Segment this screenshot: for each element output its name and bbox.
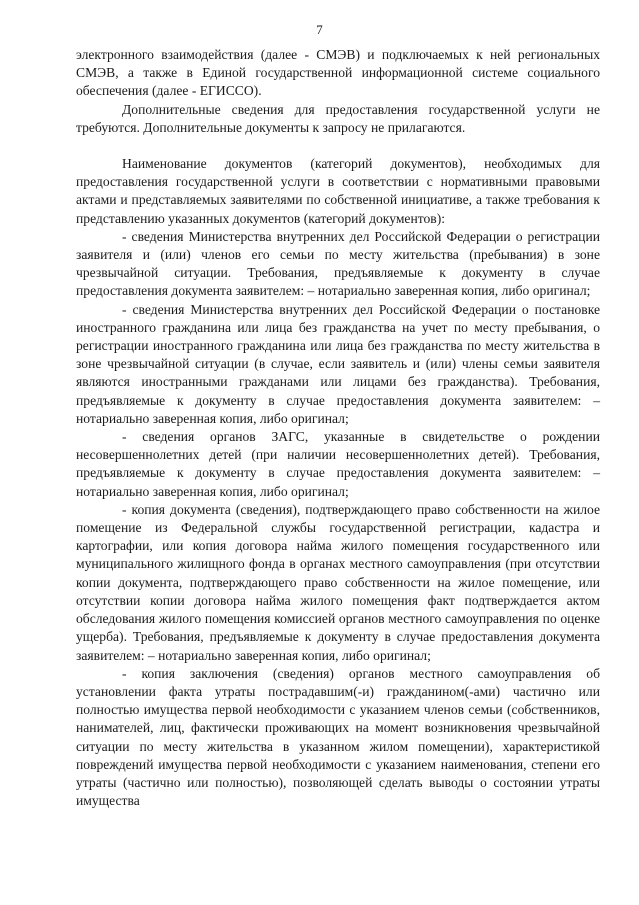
document-body bbox=[76, 46, 600, 810]
list-item-zags-birth: - сведения органов ЗАГС, указанные в свидетельстве о рождении несовершеннолетних детей (при наличии несовершеннолетних детей). Требования, предъявляемые к документу в случае предоставления документа заявителем: – нотариально заверенная копия, либо оригинал; bbox=[76, 429, 600, 499]
list-item-loss-conclusion: - копия заключения (сведения) органов местного самоуправления об установлении факта утраты пострадавшим(-и) гражданином(-ами) частично или полностью имущества первой необходимости с указанием членов семьи (собственников, нанимателей, лиц, фактически проживающих на момент возникновения чрезвычайной ситуации по месту жительства в указанном жилом помещении), характеристикой повреждений имущества первой необходимости с указанием наименования, степени его утраты (частично или полностью), позволяющей сделать выводы о состоянии утраты имущества bbox=[76, 665, 600, 809]
list-item-mvd-foreign-citizen: - сведения Министерства внутренних дел Российской Федерации о постановке иностранного гражданина или лица без гражданства на учет по месту пребывания, о регистрации иностранного гражданина или лица без гражданства по месту жительства в зоне чрезвычайной ситуации (в случае, если заявитель и (или) члены семьи заявителя являются иностранными гражданами или лицами без гражданства). Требования, предъявляемые к документу в случае предоставления документа заявителем: – нотариально заверенная копия, либо оригинал; bbox=[76, 301, 600, 426]
list-item-mvd-registration: - сведения Министерства внутренних дел Российской Федерации о регистрации заявителя и (или) членов его семьи по месту жительства (пребывания) в зоне чрезвычайной ситуации. Требования, предъявляемые к документу в случае предоставления документа заявителем: – нотариально заверенная копия, либо оригинал; bbox=[76, 228, 600, 299]
page-number: 7 bbox=[316, 22, 323, 37]
paragraph-additional-info: Дополнительные сведения для предоставления государственной услуги не требуются. Дополнительные документы к запросу не прилагаются. bbox=[76, 101, 600, 135]
list-item-ownership-document: - копия документа (сведения), подтверждающего право собственности на жилое помещение из Федеральной службы государственной регистрации, кадастра и картографии, или копия договора найма жилого помещения государственного или муниципального жилищного фонда в органах местного самоуправления (при отсутствии копии документа, подтверждающего право собственности на жилое помещение, или отсутствии копии договора найма жилого помещения факт подтверждается актом обследования жилого помещения комиссией органов местного самоуправления по оценке ущерба). Требования, предъявляемые к документу в случае предоставления документа заявителем: – нотариально заверенная копия, либо оригинал; bbox=[76, 501, 600, 663]
paragraph-smev-continuation: электронного взаимодействия (далее - СМЭВ) и подключаемых к ней региональных СМЭВ, а также в Единой государственной информационной системе социального обеспечения (далее - ЕГИССО). bbox=[76, 47, 600, 99]
paragraph-documents-heading: Наименование документов (категорий документов), необходимых для предоставления государственной услуги в соответствии с нормативными правовыми актами и представляемых заявителями по собственной инициативе, а также требования к представлению указанных документов (категорий документов): bbox=[76, 156, 600, 226]
